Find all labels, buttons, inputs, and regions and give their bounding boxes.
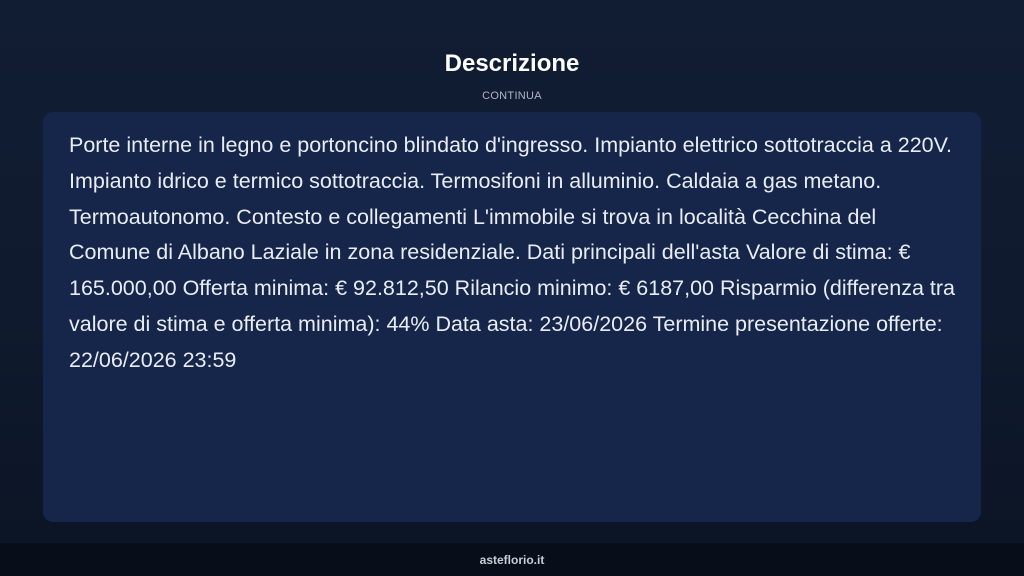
page-title: Descrizione [444,50,580,77]
page-subtitle: CONTINUA [482,90,542,102]
description-card [43,112,981,522]
footer-site-name: asteflorio.it [479,553,545,567]
footer [0,543,1024,576]
description-text: Porte interne in legno e portoncino blindato d'ingresso. Impianto elettrico sottotraccia a 220V. Impianto idrico e termico sottotraccia. Termosifoni in alluminio. Caldaia a gas metano. Termoautonomo. Contesto e collegamenti L'immobile si trova in località Cecchina del Comune di Albano Laziale in zona residenziale. Dati principali dell'asta Valore di stima: € 165.000,00 Offerta minima: € 92.812,50 Rilancio minimo: € 6187,00 Risparmio (differenza tra valore di stima e offerta minima): 44% Data asta: 23/06/2026 Termine presentazione offerte: 22/06/2026 23:59 [69,133,955,372]
